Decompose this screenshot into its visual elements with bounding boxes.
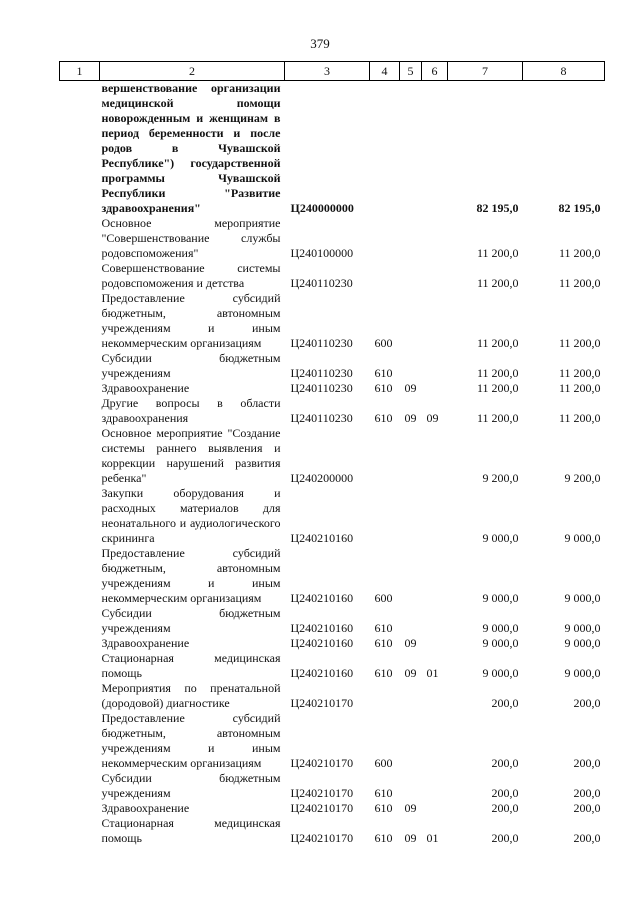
row-section: 09 — [404, 636, 417, 650]
table-row — [60, 426, 605, 486]
row-name: вершенствование организации медицинской помощи новорожденным и женщинам в период беременности и после родов в Чувашской Республике") государственной программы Чувашской Республики "Развитие здравоохранения" — [101, 81, 281, 215]
row-amount-col8: 11 200,0 — [558, 381, 601, 395]
blank-cell — [60, 396, 100, 426]
row-section — [400, 546, 422, 606]
row-expense-type: 600 — [374, 756, 393, 770]
row-amount-col7: 11 200,0 — [476, 411, 519, 425]
row-amount-col7: 11 200,0 — [476, 276, 519, 290]
table-row — [60, 81, 605, 217]
row-code: Ц240210160 — [290, 621, 354, 635]
table-row — [60, 606, 605, 636]
row-subsection — [422, 381, 448, 396]
row-section: 09 — [404, 381, 417, 395]
row-subsection: 01 — [426, 831, 439, 845]
row-amount-col7: 11 200,0 — [476, 336, 519, 350]
page-number: 379 — [310, 36, 330, 51]
row-expense-type — [370, 81, 400, 217]
row-amount-col7: 200,0 — [491, 831, 519, 845]
row-code: Ц240210160 — [290, 666, 354, 680]
row-amount-col7: 200,0 — [491, 801, 519, 815]
row-section: 09 — [404, 411, 417, 425]
row-code: Ц240210160 — [290, 636, 354, 650]
table-row — [60, 711, 605, 771]
row-code: Ц240210160 — [290, 531, 354, 545]
row-amount-col8: 9 200,0 — [564, 471, 601, 485]
table-row — [60, 216, 605, 261]
row-section — [400, 486, 422, 546]
column-header: 2 — [100, 62, 285, 81]
row-amount-col8: 9 000,0 — [564, 531, 601, 545]
table-row — [60, 801, 605, 816]
row-code: Ц240210160 — [290, 591, 354, 605]
row-section — [400, 606, 422, 636]
table-row — [60, 651, 605, 681]
blank-cell — [60, 606, 100, 636]
row-name: Стационарная медицинская помощь — [101, 816, 281, 845]
row-name: Субсидии бюджетным учреждениям — [101, 351, 281, 380]
row-amount-col8: 82 195,0 — [558, 201, 601, 215]
column-header: 1 — [60, 62, 100, 81]
row-amount-col7: 9 000,0 — [482, 591, 519, 605]
row-expense-type: 610 — [374, 366, 393, 380]
row-subsection — [422, 486, 448, 546]
row-code: Ц240000000 — [290, 201, 354, 215]
row-name: Основное мероприятие "Совершенствование службы родовспоможения" — [101, 216, 281, 260]
row-name: Предоставление субсидий бюджетным, автономным учреждениям и иным некоммерческим организациям — [101, 291, 281, 350]
row-amount-col8: 200,0 — [573, 756, 601, 770]
row-subsection — [422, 426, 448, 486]
row-amount-col8: 11 200,0 — [558, 246, 601, 260]
row-subsection: 09 — [426, 411, 439, 425]
row-name: Здравоохранение — [101, 636, 190, 650]
row-code: Ц240210170 — [290, 786, 354, 800]
row-name: Субсидии бюджетным учреждениям — [101, 606, 281, 635]
column-header: 5 — [400, 62, 422, 81]
table-row — [60, 636, 605, 651]
row-subsection — [422, 261, 448, 291]
row-subsection — [422, 81, 448, 217]
blank-cell — [60, 636, 100, 651]
budget-table — [59, 61, 605, 846]
column-header: 3 — [285, 62, 370, 81]
row-subsection — [422, 351, 448, 381]
row-subsection — [422, 291, 448, 351]
blank-cell — [60, 801, 100, 816]
row-section — [400, 81, 422, 217]
row-expense-type: 610 — [374, 381, 393, 395]
blank-cell — [60, 291, 100, 351]
row-name: Совершенствование системы родовспоможения и детства — [101, 261, 281, 290]
column-header: 6 — [422, 62, 448, 81]
row-name: Здравоохранение — [101, 381, 190, 395]
row-amount-col7: 9 000,0 — [482, 666, 519, 680]
row-section: 09 — [404, 666, 417, 680]
row-amount-col8: 9 000,0 — [564, 621, 601, 635]
row-amount-col7: 9 000,0 — [482, 531, 519, 545]
row-amount-col7: 11 200,0 — [476, 246, 519, 260]
column-number-row — [60, 62, 605, 81]
row-section — [400, 351, 422, 381]
row-code: Ц240210170 — [290, 696, 354, 710]
row-section: 09 — [404, 831, 417, 845]
row-amount-col7: 200,0 — [491, 786, 519, 800]
row-code: Ц240110230 — [290, 276, 353, 290]
row-code: Ц240210170 — [290, 831, 354, 845]
table-row — [60, 261, 605, 291]
row-expense-type — [370, 426, 400, 486]
row-amount-col8: 200,0 — [573, 696, 601, 710]
row-section — [400, 216, 422, 261]
row-amount-col7: 9 000,0 — [482, 636, 519, 650]
row-code: Ц240100000 — [290, 246, 354, 260]
row-amount-col8: 200,0 — [573, 831, 601, 845]
row-code: Ц240110230 — [290, 366, 353, 380]
row-name: Стационарная медицинская помощь — [101, 651, 281, 680]
row-amount-col7: 11 200,0 — [476, 366, 519, 380]
row-expense-type: 610 — [374, 786, 393, 800]
table-row — [60, 816, 605, 846]
row-expense-type: 610 — [374, 621, 393, 635]
row-expense-type: 610 — [374, 666, 393, 680]
row-expense-type: 600 — [374, 591, 393, 605]
column-header: 8 — [523, 62, 605, 81]
row-expense-type — [370, 681, 400, 711]
column-header: 4 — [370, 62, 400, 81]
row-subsection — [422, 681, 448, 711]
row-section — [400, 261, 422, 291]
blank-cell — [60, 81, 100, 217]
row-name: Мероприятия по пренатальной (дородовой) диагностике — [101, 681, 281, 710]
row-amount-col7: 9 000,0 — [482, 621, 519, 635]
row-expense-type — [370, 261, 400, 291]
blank-cell — [60, 546, 100, 606]
row-code: Ц240110230 — [290, 411, 353, 425]
row-amount-col7: 11 200,0 — [476, 381, 519, 395]
blank-cell — [60, 216, 100, 261]
row-name: Закупки оборудования и расходных материалов для неонатального и аудиологического скрининга — [101, 486, 281, 545]
table-row — [60, 351, 605, 381]
row-subsection — [422, 216, 448, 261]
row-section — [400, 426, 422, 486]
row-expense-type — [370, 486, 400, 546]
row-name: Предоставление субсидий бюджетным, автономным учреждениям и иным некоммерческим организациям — [101, 711, 281, 770]
row-section — [400, 681, 422, 711]
row-code: Ц240210170 — [290, 756, 354, 770]
row-expense-type: 610 — [374, 801, 393, 815]
row-code: Ц240210170 — [290, 801, 354, 815]
table-row — [60, 486, 605, 546]
column-header: 7 — [448, 62, 523, 81]
row-code: Ц240110230 — [290, 336, 353, 350]
row-amount-col8: 11 200,0 — [558, 336, 601, 350]
row-subsection — [422, 771, 448, 801]
row-expense-type: 610 — [374, 636, 393, 650]
row-expense-type: 600 — [374, 336, 393, 350]
table-row — [60, 546, 605, 606]
row-amount-col7: 200,0 — [491, 756, 519, 770]
blank-cell — [60, 381, 100, 396]
row-name: Основное мероприятие "Создание системы раннего выявления и коррекции нарушений развития ребенка" — [101, 426, 281, 485]
row-section — [400, 771, 422, 801]
row-subsection: 01 — [426, 666, 439, 680]
row-expense-type — [370, 216, 400, 261]
blank-cell — [60, 771, 100, 801]
row-subsection — [422, 711, 448, 771]
row-amount-col8: 9 000,0 — [564, 636, 601, 650]
table-row — [60, 681, 605, 711]
row-code: Ц240200000 — [290, 471, 354, 485]
row-name: Предоставление субсидий бюджетным, автономным учреждениям и иным некоммерческим организациям — [101, 546, 281, 605]
row-amount-col8: 11 200,0 — [558, 411, 601, 425]
blank-cell — [60, 816, 100, 846]
row-amount-col8: 11 200,0 — [558, 366, 601, 380]
table-row — [60, 381, 605, 396]
blank-cell — [60, 711, 100, 771]
row-subsection — [422, 801, 448, 816]
table-row — [60, 291, 605, 351]
row-subsection — [422, 636, 448, 651]
blank-cell — [60, 486, 100, 546]
table-body — [60, 81, 605, 847]
row-subsection — [422, 546, 448, 606]
table-row — [60, 771, 605, 801]
blank-cell — [60, 651, 100, 681]
row-name: Субсидии бюджетным учреждениям — [101, 771, 281, 800]
blank-cell — [60, 681, 100, 711]
row-section — [400, 711, 422, 771]
row-amount-col8: 9 000,0 — [564, 591, 601, 605]
blank-cell — [60, 261, 100, 291]
row-name: Другие вопросы в области здравоохранения — [101, 396, 281, 425]
row-amount-col8: 200,0 — [573, 786, 601, 800]
row-section: 09 — [404, 801, 417, 815]
row-expense-type: 610 — [374, 411, 393, 425]
blank-cell — [60, 426, 100, 486]
row-amount-col8: 11 200,0 — [558, 276, 601, 290]
row-expense-type: 610 — [374, 831, 393, 845]
row-name: Здравоохранение — [101, 801, 190, 815]
blank-cell — [60, 351, 100, 381]
row-section — [400, 291, 422, 351]
row-amount-col8: 200,0 — [573, 801, 601, 815]
row-code: Ц240110230 — [290, 381, 353, 395]
table-row — [60, 396, 605, 426]
row-amount-col7: 9 200,0 — [482, 471, 519, 485]
row-amount-col8: 9 000,0 — [564, 666, 601, 680]
row-amount-col7: 200,0 — [491, 696, 519, 710]
row-subsection — [422, 606, 448, 636]
row-amount-col7: 82 195,0 — [476, 201, 519, 215]
